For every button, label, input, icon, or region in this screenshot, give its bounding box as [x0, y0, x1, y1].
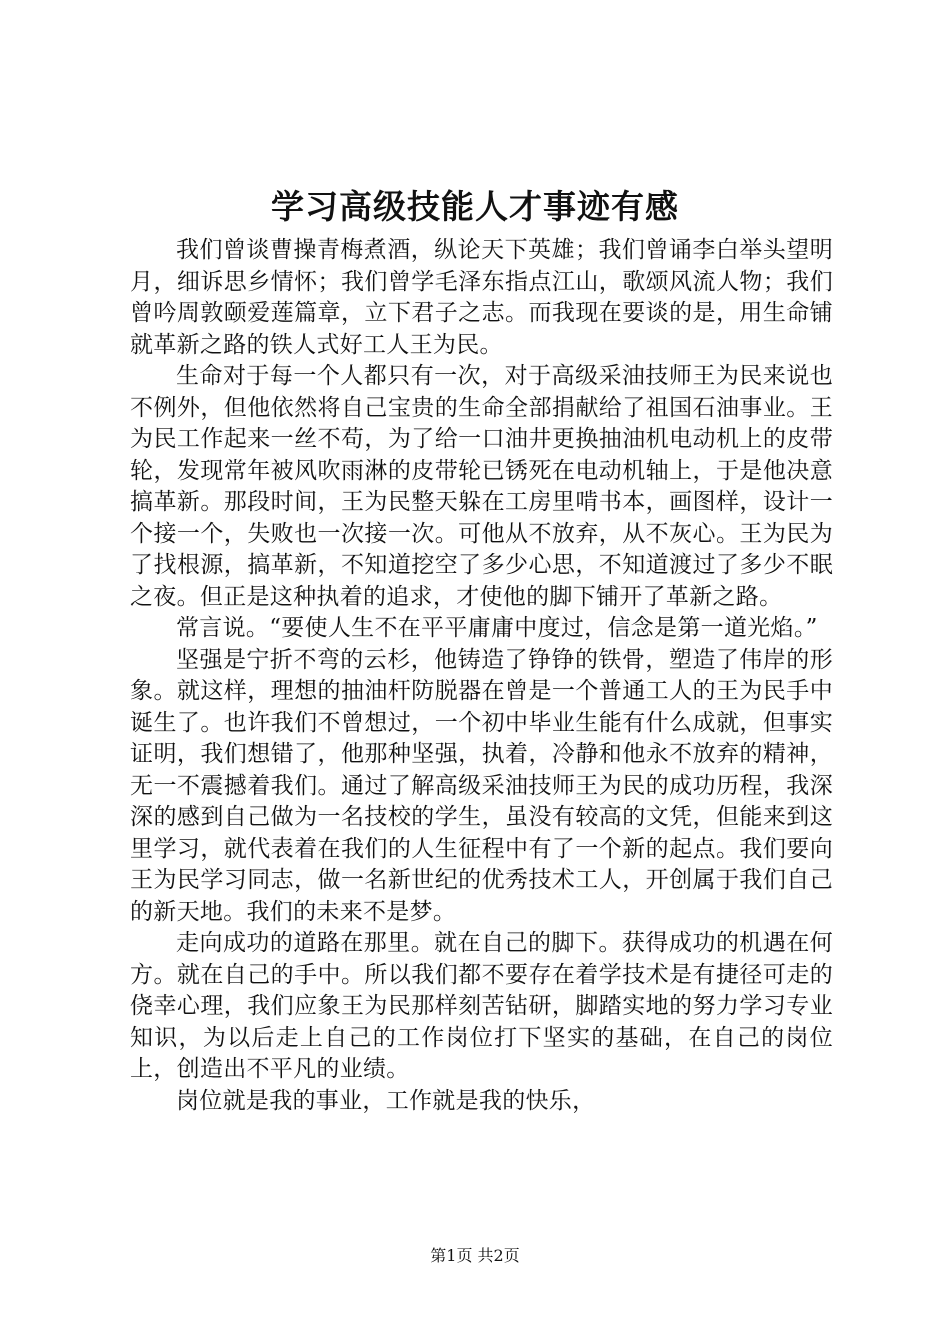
- paragraph: 我们曾谈曹操青梅煮酒，纵论天下英雄；我们曾诵李白举头望明月，细诉思乡情怀；我们曾学毛泽东指点江山，歌颂风流人物；我们曾吟周敦颐爱莲篇章，立下君子之志。而我现在要谈的是，用生命铺就革新之路的铁人式好工人王为民。: [130, 237, 833, 358]
- document-body: [130, 235, 833, 1117]
- page-title: 学习高级技能人才事迹有感: [271, 187, 679, 226]
- paragraph: 岗位就是我的事业，工作就是我的快乐，: [176, 1087, 596, 1114]
- paragraph: 走向成功的道路在那里。就在自己的脚下。获得成功的机遇在何方。就在自己的手中。所以我们都不要存在着学技术是有捷径可走的侥幸心理，我们应象王为民那样刻苦钻研，脚踏实地的努力学习专业知识，为以后走上自己的工作岗位打下坚实的基础，在自己的岗位上，创造出不平凡的业绩。: [130, 930, 833, 1082]
- paragraph: 生命对于每一个人都只有一次，对于高级采油技师王为民来说也不例外，但他依然将自己宝贵的生命全部捐献给了祖国石油事业。王为民工作起来一丝不苟，为了给一口油井更换抽油机电动机上的皮带轮，发现常年被风吹雨淋的皮带轮已锈死在电动机轴上，于是他决意搞革新。那段时间，王为民整天躲在工房里啃书本，画图样，设计一个接一个，失败也一次接一次。可他从不放弃，从不灰心。王为民为了找根源，搞革新，不知道挖空了多少心思，不知道渡过了多少不眠之夜。但正是这种执着的追求，才使他的脚下铺开了革新之路。: [130, 363, 833, 610]
- paragraph: 坚强是宁折不弯的云杉，他铸造了铮铮的铁骨，塑造了伟岸的形象。就这样，理想的抽油杆防脱器在曾是一个普通工人的王为民手中诞生了。也许我们不曾想过，一个初中毕业生能有什么成就，但事实证明，我们想错了，他那种坚强，执着，冷静和他永不放弃的精神，无一不震撼着我们。通过了解高级采油技师王为民的成功历程，我深深的感到自己做为一名技校的学生，虽没有较高的文凭，但能来到这里学习，就代表着在我们的人生征程中有了一个新的起点。我们要向王为民学习同志，做一名新世纪的优秀技术工人，开创属于我们自己的新天地。我们的未来不是梦。: [130, 646, 833, 925]
- paragraph: 常言说。“要使人生不在平平庸庸中度过，信念是第一道光焰。”: [176, 615, 818, 641]
- page-number-footer: 第1页 共2页: [430, 1246, 520, 1265]
